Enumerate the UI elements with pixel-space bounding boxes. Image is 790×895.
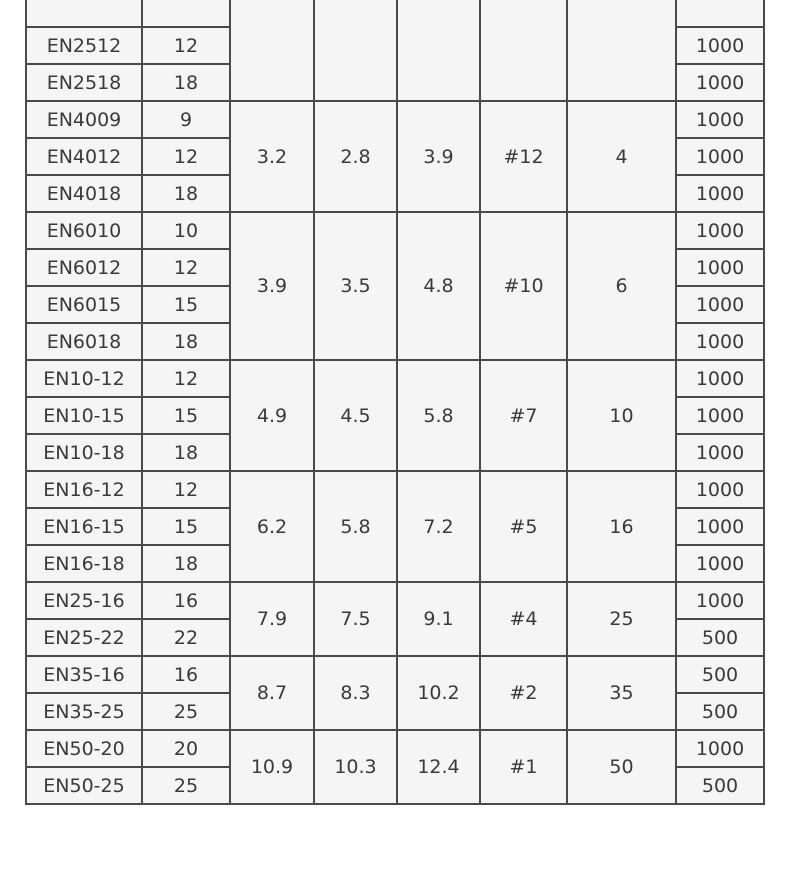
model-cell: EN6010: [26, 212, 142, 249]
model-cell: EN4018: [26, 175, 142, 212]
size-cell: 6: [567, 212, 676, 360]
gauge-cell: #10: [480, 212, 567, 360]
table-row: [26, 0, 764, 27]
value-cell: 15: [142, 508, 230, 545]
quantity-cell: 1000: [676, 471, 764, 508]
dim-b-cell: 5.8: [314, 471, 397, 582]
model-cell: EN6018: [26, 323, 142, 360]
table-row: [26, 101, 764, 138]
gauge-cell: #2: [480, 656, 567, 730]
dim-b-cell: 7.5: [314, 582, 397, 656]
value-cell: 12: [142, 138, 230, 175]
quantity-cell: 1000: [676, 434, 764, 471]
size-cell: [567, 0, 676, 101]
dim-b-cell: 8.3: [314, 656, 397, 730]
quantity-cell: 1000: [676, 27, 764, 64]
model-cell: EN25-22: [26, 619, 142, 656]
model-cell: EN6012: [26, 249, 142, 286]
value-cell: 18: [142, 175, 230, 212]
dim-c-cell: 12.4: [397, 730, 480, 804]
model-cell: EN10-18: [26, 434, 142, 471]
quantity-cell: 1000: [676, 582, 764, 619]
quantity-cell: 1000: [676, 249, 764, 286]
dim-a-cell: 10.9: [230, 730, 314, 804]
model-cell: EN10-12: [26, 360, 142, 397]
table-row: [26, 360, 764, 397]
model-cell: EN10-15: [26, 397, 142, 434]
quantity-cell: 1000: [676, 360, 764, 397]
spec-table: [25, 0, 765, 805]
model-cell: EN50-25: [26, 767, 142, 804]
quantity-cell: 1000: [676, 730, 764, 767]
dim-b-cell: 3.5: [314, 212, 397, 360]
dim-c-cell: 9.1: [397, 582, 480, 656]
model-cell: EN35-16: [26, 656, 142, 693]
model-cell: EN2518: [26, 64, 142, 101]
dim-b-cell: 10.3: [314, 730, 397, 804]
dim-c-cell: 4.8: [397, 212, 480, 360]
value-cell: 12: [142, 27, 230, 64]
quantity-cell: 1000: [676, 397, 764, 434]
value-cell: 20: [142, 730, 230, 767]
value-cell: [142, 0, 230, 27]
size-cell: 16: [567, 471, 676, 582]
dim-a-cell: [230, 0, 314, 101]
quantity-cell: [676, 0, 764, 27]
model-cell: EN4009: [26, 101, 142, 138]
size-cell: 10: [567, 360, 676, 471]
dim-c-cell: 3.9: [397, 101, 480, 212]
dim-c-cell: 7.2: [397, 471, 480, 582]
model-cell: [26, 0, 142, 27]
dim-a-cell: 7.9: [230, 582, 314, 656]
value-cell: 18: [142, 545, 230, 582]
gauge-cell: [480, 0, 567, 101]
model-cell: EN6015: [26, 286, 142, 323]
model-cell: EN4012: [26, 138, 142, 175]
model-cell: EN25-16: [26, 582, 142, 619]
value-cell: 15: [142, 286, 230, 323]
quantity-cell: 500: [676, 619, 764, 656]
quantity-cell: 1000: [676, 545, 764, 582]
dim-b-cell: [314, 0, 397, 101]
size-cell: 50: [567, 730, 676, 804]
quantity-cell: 500: [676, 656, 764, 693]
spec-table-body: [26, 0, 764, 804]
model-cell: EN16-15: [26, 508, 142, 545]
quantity-cell: 1000: [676, 508, 764, 545]
value-cell: 10: [142, 212, 230, 249]
dim-c-cell: 10.2: [397, 656, 480, 730]
quantity-cell: 500: [676, 767, 764, 804]
model-cell: EN50-20: [26, 730, 142, 767]
value-cell: 25: [142, 693, 230, 730]
quantity-cell: 1000: [676, 175, 764, 212]
dim-a-cell: 4.9: [230, 360, 314, 471]
value-cell: 12: [142, 471, 230, 508]
dim-a-cell: 3.9: [230, 212, 314, 360]
table-row: [26, 212, 764, 249]
value-cell: 9: [142, 101, 230, 138]
quantity-cell: 1000: [676, 64, 764, 101]
quantity-cell: 1000: [676, 323, 764, 360]
gauge-cell: #5: [480, 471, 567, 582]
value-cell: 25: [142, 767, 230, 804]
dim-c-cell: 5.8: [397, 360, 480, 471]
table-row: [26, 471, 764, 508]
size-cell: 4: [567, 101, 676, 212]
gauge-cell: #1: [480, 730, 567, 804]
dim-a-cell: 8.7: [230, 656, 314, 730]
table-row: [26, 582, 764, 619]
dim-a-cell: 6.2: [230, 471, 314, 582]
model-cell: EN2512: [26, 27, 142, 64]
value-cell: 12: [142, 249, 230, 286]
size-cell: 35: [567, 656, 676, 730]
value-cell: 12: [142, 360, 230, 397]
dim-a-cell: 3.2: [230, 101, 314, 212]
dim-b-cell: 4.5: [314, 360, 397, 471]
size-cell: 25: [567, 582, 676, 656]
value-cell: 22: [142, 619, 230, 656]
quantity-cell: 1000: [676, 101, 764, 138]
value-cell: 16: [142, 656, 230, 693]
gauge-cell: #4: [480, 582, 567, 656]
quantity-cell: 1000: [676, 138, 764, 175]
gauge-cell: #7: [480, 360, 567, 471]
model-cell: EN16-18: [26, 545, 142, 582]
gauge-cell: #12: [480, 101, 567, 212]
value-cell: 15: [142, 397, 230, 434]
model-cell: EN35-25: [26, 693, 142, 730]
value-cell: 18: [142, 64, 230, 101]
model-cell: EN16-12: [26, 471, 142, 508]
dim-c-cell: [397, 0, 480, 101]
dim-b-cell: 2.8: [314, 101, 397, 212]
table-row: [26, 656, 764, 693]
table-row: [26, 730, 764, 767]
quantity-cell: 1000: [676, 286, 764, 323]
quantity-cell: 1000: [676, 212, 764, 249]
quantity-cell: 500: [676, 693, 764, 730]
value-cell: 16: [142, 582, 230, 619]
value-cell: 18: [142, 323, 230, 360]
value-cell: 18: [142, 434, 230, 471]
